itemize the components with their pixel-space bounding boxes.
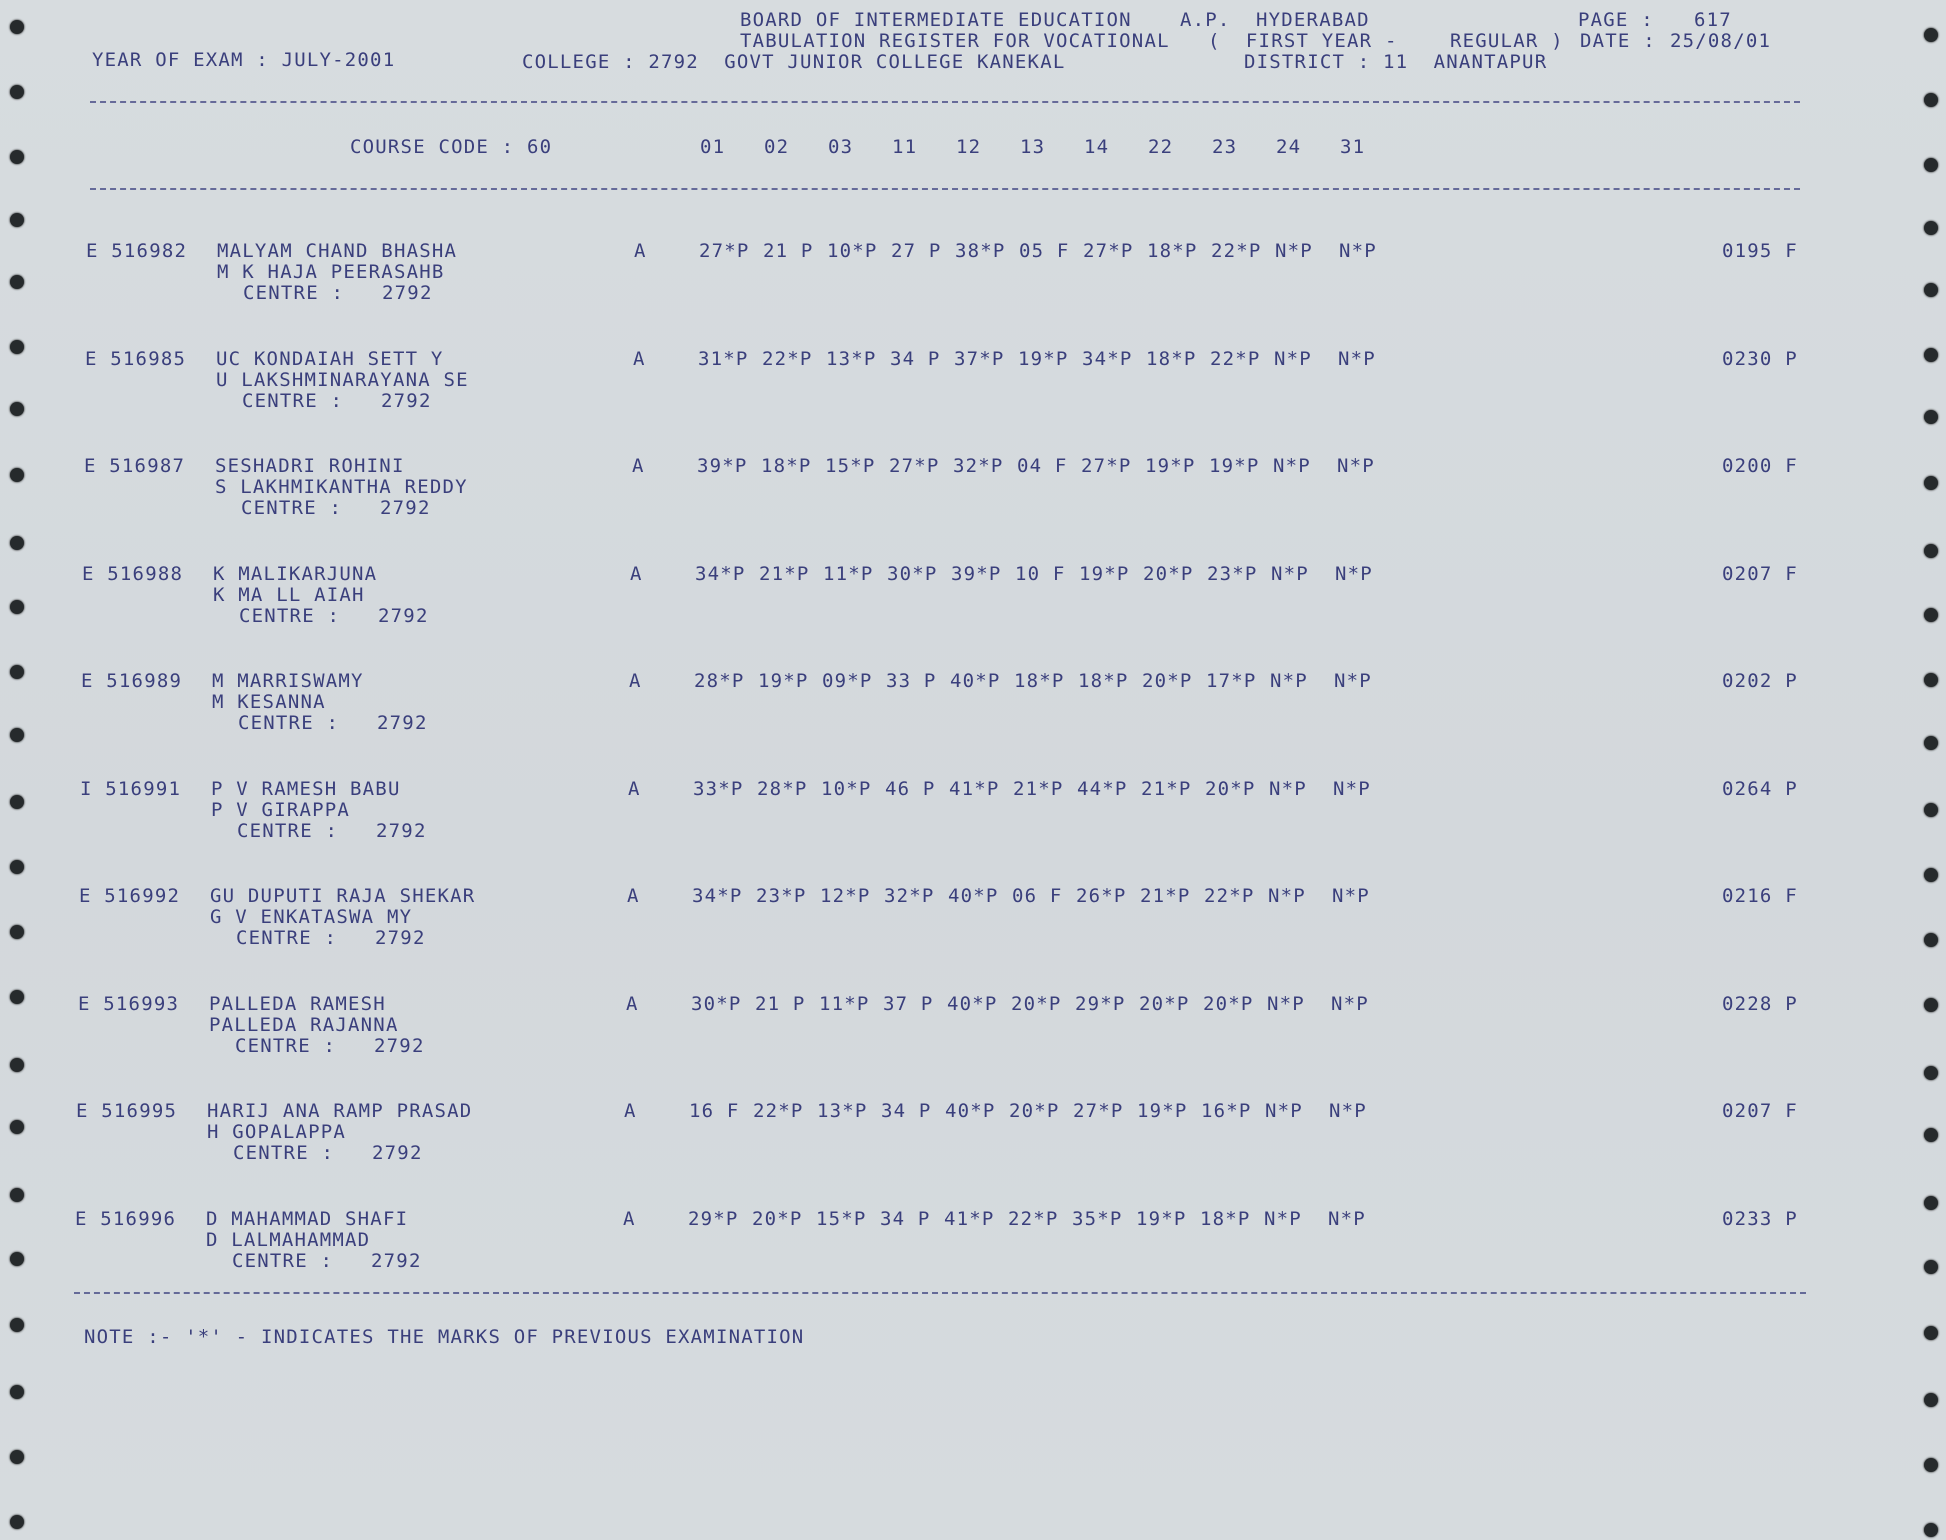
subject-mark: 20*P xyxy=(1009,1100,1060,1122)
student-row xyxy=(0,455,1946,555)
subject-mark: 29*P xyxy=(688,1208,739,1230)
grade-letter: A xyxy=(633,348,646,370)
subject-mark: N*P xyxy=(1334,670,1372,692)
feed-hole xyxy=(10,1318,24,1332)
register-number: E 516993 xyxy=(78,993,180,1015)
subject-mark: N*P xyxy=(1273,455,1311,477)
marks-list xyxy=(693,778,1393,802)
subject-mark: 11*P xyxy=(819,993,870,1015)
date-value: 25/08/01 xyxy=(1670,30,1772,52)
subject-mark: 27*P xyxy=(1073,1100,1124,1122)
right-feed-holes xyxy=(1916,0,1946,1540)
total-result: 0195 F xyxy=(1722,240,1798,262)
subject-mark: 30*P xyxy=(887,563,938,585)
subject-code-header xyxy=(700,136,1380,160)
subject-mark: N*P xyxy=(1337,455,1375,477)
subject-code: 11 xyxy=(892,136,918,158)
subject-mark: 39*P xyxy=(951,563,1002,585)
subject-mark: 27*P xyxy=(1083,240,1134,262)
subject-mark: 05 F xyxy=(1019,240,1070,262)
marks-list xyxy=(698,348,1398,372)
subject-mark: 26*P xyxy=(1076,885,1127,907)
father-name: P V GIRAPPA xyxy=(211,799,351,821)
subject-code: 01 xyxy=(700,136,726,158)
subject-mark: 19*P xyxy=(1137,1100,1188,1122)
subject-mark: 19*P xyxy=(1209,455,1260,477)
register-number: E 516996 xyxy=(75,1208,177,1230)
total-result: 0233 P xyxy=(1722,1208,1798,1230)
feed-hole xyxy=(10,20,24,34)
student-row xyxy=(0,1100,1946,1200)
subject-mark: 41*P xyxy=(944,1208,995,1230)
subject-mark: 35*P xyxy=(1072,1208,1123,1230)
subject-mark: 12*P xyxy=(820,885,871,907)
subject-mark: 28*P xyxy=(757,778,808,800)
student-name: P V RAMESH BABU xyxy=(211,778,401,800)
marks-list xyxy=(694,670,1394,694)
footnote: NOTE :- '*' - INDICATES THE MARKS OF PREVIOUS EXAMINATION xyxy=(84,1326,805,1348)
subject-mark: N*P xyxy=(1335,563,1373,585)
subject-mark: N*P xyxy=(1274,348,1312,370)
student-row xyxy=(0,993,1946,1093)
subject-mark: 21*P xyxy=(1141,778,1192,800)
student-row xyxy=(0,778,1946,878)
subject-mark: 20*P xyxy=(1203,993,1254,1015)
subject-mark: 32*P xyxy=(953,455,1004,477)
subject-mark: N*P xyxy=(1339,240,1377,262)
student-row xyxy=(0,563,1946,663)
subject-mark: 34*P xyxy=(1082,348,1133,370)
feed-hole xyxy=(1924,1523,1938,1537)
register-number: E 516987 xyxy=(84,455,186,477)
subject-mark: 30*P xyxy=(691,993,742,1015)
centre-code: CENTRE : 2792 xyxy=(232,1250,422,1272)
student-row xyxy=(0,670,1946,770)
register-number: I 516991 xyxy=(80,778,182,800)
father-name: S LAKHMIKANTHA REDDY xyxy=(215,476,468,498)
column-header-divider xyxy=(90,188,1800,190)
subject-mark: 40*P xyxy=(948,885,999,907)
subject-mark: 13*P xyxy=(826,348,877,370)
total-result: 0207 F xyxy=(1722,563,1798,585)
total-result: 0207 F xyxy=(1722,1100,1798,1122)
feed-hole xyxy=(1924,158,1938,172)
student-name: K MALIKARJUNA xyxy=(213,563,378,585)
subject-mark: 34 P xyxy=(881,1100,932,1122)
subject-mark: 34*P xyxy=(692,885,743,907)
marks-list xyxy=(692,885,1392,909)
grade-letter: A xyxy=(624,1100,637,1122)
student-name: MALYAM CHAND BHASHA xyxy=(217,240,458,262)
centre-code: CENTRE : 2792 xyxy=(238,712,428,734)
subject-mark: 19*P xyxy=(1136,1208,1187,1230)
student-name: PALLEDA RAMESH xyxy=(209,993,386,1015)
subject-mark: 18*P xyxy=(1146,348,1197,370)
grade-letter: A xyxy=(626,993,639,1015)
subject-mark: 17*P xyxy=(1206,670,1257,692)
page-number: 617 xyxy=(1694,9,1732,31)
regular-label: REGULAR ) xyxy=(1450,30,1564,52)
footer-divider xyxy=(74,1292,1806,1294)
subject-code: 24 xyxy=(1276,136,1302,158)
subject-code: 22 xyxy=(1148,136,1174,158)
register-title: TABULATION REGISTER FOR VOCATIONAL xyxy=(740,30,1170,52)
father-name: M KESANNA xyxy=(212,691,326,713)
total-result: 0202 P xyxy=(1722,670,1798,692)
subject-code: 13 xyxy=(1020,136,1046,158)
subject-mark: N*P xyxy=(1332,885,1370,907)
marks-list xyxy=(691,993,1391,1017)
subject-mark: 44*P xyxy=(1077,778,1128,800)
feed-hole xyxy=(1924,1326,1938,1340)
subject-mark: 21*P xyxy=(1013,778,1064,800)
marks-list xyxy=(689,1100,1389,1124)
subject-mark: 31*P xyxy=(698,348,749,370)
register-number: E 516989 xyxy=(81,670,183,692)
college-info: COLLEGE : 2792 GOVT JUNIOR COLLEGE KANEKAL xyxy=(522,51,1066,73)
student-name: D MAHAMMAD SHAFI xyxy=(206,1208,409,1230)
subject-mark: 40*P xyxy=(947,993,998,1015)
grade-letter: A xyxy=(629,670,642,692)
total-result: 0230 P xyxy=(1722,348,1798,370)
subject-mark: 27 P xyxy=(891,240,942,262)
subject-mark: 22*P xyxy=(1211,240,1262,262)
marks-list xyxy=(697,455,1397,479)
father-name: M K HAJA PEERASAHB xyxy=(217,261,445,283)
marks-list xyxy=(699,240,1399,264)
subject-mark: 06 F xyxy=(1012,885,1063,907)
student-name: GU DUPUTI RAJA SHEKAR xyxy=(210,885,476,907)
father-name: D LALMAHAMMAD xyxy=(206,1229,371,1251)
subject-mark: 34 P xyxy=(880,1208,931,1230)
subject-mark: N*P xyxy=(1331,993,1369,1015)
grade-letter: A xyxy=(632,455,645,477)
subject-mark: 20*P xyxy=(1142,670,1193,692)
subject-mark: 32*P xyxy=(884,885,935,907)
centre-code: CENTRE : 2792 xyxy=(236,927,426,949)
feed-hole xyxy=(10,1515,24,1529)
father-name: U LAKSHMINARAYANA SE xyxy=(216,369,469,391)
father-name: H GOPALAPPA xyxy=(207,1121,347,1143)
page-label: PAGE : xyxy=(1578,9,1654,31)
register-number: E 516982 xyxy=(86,240,188,262)
subject-mark: 11*P xyxy=(823,563,874,585)
subject-mark: N*P xyxy=(1275,240,1313,262)
grade-letter: A xyxy=(623,1208,636,1230)
subject-mark: 22*P xyxy=(762,348,813,370)
district-info: DISTRICT : 11 ANANTAPUR xyxy=(1244,51,1548,73)
subject-mark: 21*P xyxy=(759,563,810,585)
subject-mark: 40*P xyxy=(945,1100,996,1122)
subject-code: 14 xyxy=(1084,136,1110,158)
subject-mark: N*P xyxy=(1271,563,1309,585)
subject-mark: 18*P xyxy=(1147,240,1198,262)
subject-code: 12 xyxy=(956,136,982,158)
subject-mark: 16 F xyxy=(689,1100,740,1122)
subject-mark: 21 P xyxy=(763,240,814,262)
header-divider xyxy=(90,101,1800,103)
subject-mark: N*P xyxy=(1268,885,1306,907)
subject-mark: 18*P xyxy=(1014,670,1065,692)
subject-mark: N*P xyxy=(1269,778,1307,800)
feed-hole xyxy=(10,85,24,99)
feed-hole xyxy=(10,1385,24,1399)
year-type: ( FIRST YEAR - xyxy=(1208,30,1398,52)
centre-code: CENTRE : 2792 xyxy=(239,605,429,627)
student-name: UC KONDAIAH SETT Y xyxy=(216,348,444,370)
subject-mark: 21*P xyxy=(1140,885,1191,907)
subject-mark: 41*P xyxy=(949,778,1000,800)
subject-mark: 15*P xyxy=(816,1208,867,1230)
feed-hole xyxy=(10,213,24,227)
grade-letter: A xyxy=(634,240,647,262)
register-number: E 516985 xyxy=(85,348,187,370)
subject-code: 02 xyxy=(764,136,790,158)
student-row xyxy=(0,348,1946,448)
exam-year: YEAR OF EXAM : JULY-2001 xyxy=(92,49,396,71)
grade-letter: A xyxy=(627,885,640,907)
subject-mark: 33*P xyxy=(693,778,744,800)
subject-mark: 40*P xyxy=(950,670,1001,692)
marks-list xyxy=(688,1208,1388,1232)
subject-mark: 22*P xyxy=(753,1100,804,1122)
subject-mark: 10 F xyxy=(1015,563,1066,585)
subject-mark: 19*P xyxy=(1079,563,1130,585)
subject-mark: N*P xyxy=(1267,993,1305,1015)
subject-mark: 22*P xyxy=(1210,348,1261,370)
left-feed-holes xyxy=(2,0,32,1540)
student-name: M MARRISWAMY xyxy=(212,670,364,692)
subject-mark: 20*P xyxy=(1139,993,1190,1015)
feed-hole xyxy=(1924,28,1938,42)
register-number: E 516995 xyxy=(76,1100,178,1122)
subject-mark: 19*P xyxy=(1145,455,1196,477)
feed-hole xyxy=(10,150,24,164)
student-row xyxy=(0,885,1946,985)
subject-mark: 39*P xyxy=(697,455,748,477)
father-name: G V ENKATASWA MY xyxy=(210,906,413,928)
marks-list xyxy=(695,563,1395,587)
subject-mark: 19*P xyxy=(1018,348,1069,370)
subject-mark: 38*P xyxy=(955,240,1006,262)
feed-hole xyxy=(1924,221,1938,235)
subject-mark: 18*P xyxy=(1078,670,1129,692)
city-label: HYDERABAD xyxy=(1256,9,1370,31)
centre-code: CENTRE : 2792 xyxy=(242,390,432,412)
total-result: 0228 P xyxy=(1722,993,1798,1015)
subject-mark: 20*P xyxy=(1205,778,1256,800)
total-result: 0216 F xyxy=(1722,885,1798,907)
feed-hole xyxy=(1924,93,1938,107)
subject-mark: 16*P xyxy=(1201,1100,1252,1122)
subject-mark: 18*P xyxy=(1200,1208,1251,1230)
subject-mark: 34 P xyxy=(890,348,941,370)
subject-mark: 21 P xyxy=(755,993,806,1015)
feed-hole xyxy=(1924,1393,1938,1407)
state-label: A.P. xyxy=(1180,9,1231,31)
grade-letter: A xyxy=(630,563,643,585)
subject-code: 23 xyxy=(1212,136,1238,158)
register-number: E 516988 xyxy=(82,563,184,585)
subject-mark: 10*P xyxy=(827,240,878,262)
student-row xyxy=(0,240,1946,340)
course-code: COURSE CODE : 60 xyxy=(350,136,553,158)
subject-mark: 22*P xyxy=(1008,1208,1059,1230)
father-name: PALLEDA RAJANNA xyxy=(209,1014,399,1036)
feed-hole xyxy=(1924,1458,1938,1472)
subject-mark: 33 P xyxy=(886,670,937,692)
subject-mark: 18*P xyxy=(761,455,812,477)
subject-mark: 23*P xyxy=(1207,563,1258,585)
subject-code: 03 xyxy=(828,136,854,158)
student-name: SESHADRI ROHINI xyxy=(215,455,405,477)
board-title: BOARD OF INTERMEDIATE EDUCATION xyxy=(740,9,1132,31)
subject-mark: 27*P xyxy=(699,240,750,262)
subject-mark: 20*P xyxy=(1143,563,1194,585)
subject-mark: 29*P xyxy=(1075,993,1126,1015)
centre-code: CENTRE : 2792 xyxy=(237,820,427,842)
subject-mark: N*P xyxy=(1338,348,1376,370)
subject-mark: 46 P xyxy=(885,778,936,800)
subject-mark: 37 P xyxy=(883,993,934,1015)
centre-code: CENTRE : 2792 xyxy=(243,282,433,304)
student-name: HARIJ ANA RAMP PRASAD xyxy=(207,1100,473,1122)
subject-mark: 09*P xyxy=(822,670,873,692)
subject-mark: 13*P xyxy=(817,1100,868,1122)
subject-mark: 15*P xyxy=(825,455,876,477)
subject-mark: N*P xyxy=(1264,1208,1302,1230)
date-label: DATE : xyxy=(1580,30,1656,52)
subject-mark: 22*P xyxy=(1204,885,1255,907)
feed-hole xyxy=(10,1450,24,1464)
subject-mark: N*P xyxy=(1270,670,1308,692)
total-result: 0264 P xyxy=(1722,778,1798,800)
subject-mark: N*P xyxy=(1333,778,1371,800)
subject-mark: 27*P xyxy=(1081,455,1132,477)
subject-mark: N*P xyxy=(1329,1100,1367,1122)
register-number: E 516992 xyxy=(79,885,181,907)
centre-code: CENTRE : 2792 xyxy=(233,1142,423,1164)
subject-mark: 19*P xyxy=(758,670,809,692)
father-name: K MA LL AIAH xyxy=(213,584,365,606)
subject-mark: 34*P xyxy=(695,563,746,585)
total-result: 0200 F xyxy=(1722,455,1798,477)
subject-mark: 20*P xyxy=(1011,993,1062,1015)
subject-mark: 20*P xyxy=(752,1208,803,1230)
subject-mark: N*P xyxy=(1328,1208,1366,1230)
subject-mark: 27*P xyxy=(889,455,940,477)
subject-mark: 28*P xyxy=(694,670,745,692)
subject-mark: 37*P xyxy=(954,348,1005,370)
grade-letter: A xyxy=(628,778,641,800)
subject-mark: N*P xyxy=(1265,1100,1303,1122)
subject-mark: 10*P xyxy=(821,778,872,800)
subject-mark: 23*P xyxy=(756,885,807,907)
subject-code: 31 xyxy=(1340,136,1366,158)
subject-mark: 04 F xyxy=(1017,455,1068,477)
centre-code: CENTRE : 2792 xyxy=(235,1035,425,1057)
centre-code: CENTRE : 2792 xyxy=(241,497,431,519)
